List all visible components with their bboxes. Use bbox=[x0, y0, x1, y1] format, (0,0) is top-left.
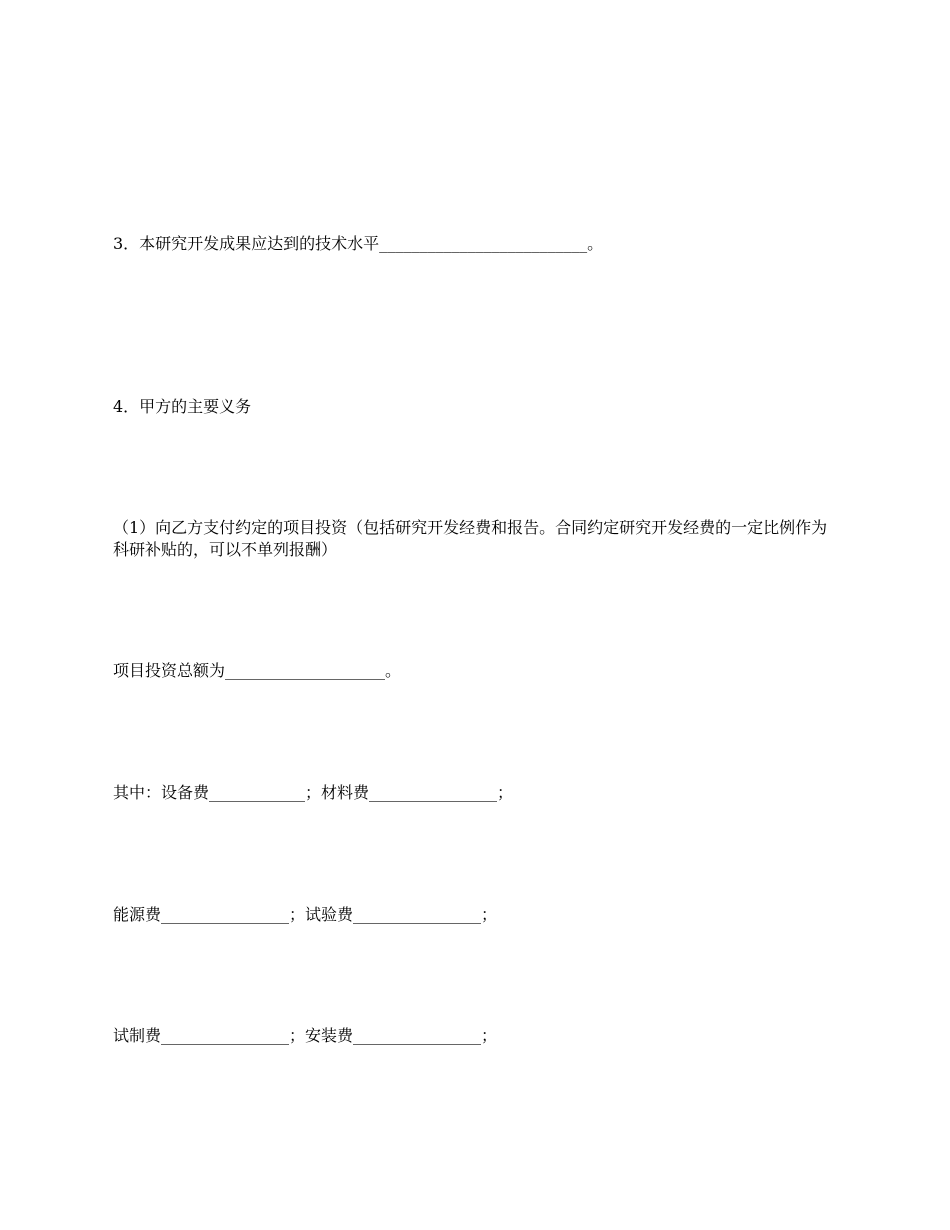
clause-3-technical-level: 3．本研究开发成果应达到的技术水平__________________________。 bbox=[113, 234, 604, 253]
total-investment-line: 项目投资总额为____________________。 bbox=[113, 661, 402, 680]
fees-line-trial-installation: 试制费________________；安装费________________； bbox=[113, 1026, 498, 1045]
clause-4-party-a-obligations: 4．甲方的主要义务 bbox=[113, 397, 252, 416]
fees-line-energy-testing: 能源费________________；试验费________________； bbox=[113, 905, 498, 924]
obligation-1-payment: （1）向乙方支付约定的项目投资（包括研究开发经费和报告。合同约定研究开发经费的一定比例作为科研补贴的，可以不单列报酬） bbox=[113, 518, 828, 559]
fees-line-equipment-materials: 其中：设备费____________；材料费________________； bbox=[113, 783, 514, 802]
